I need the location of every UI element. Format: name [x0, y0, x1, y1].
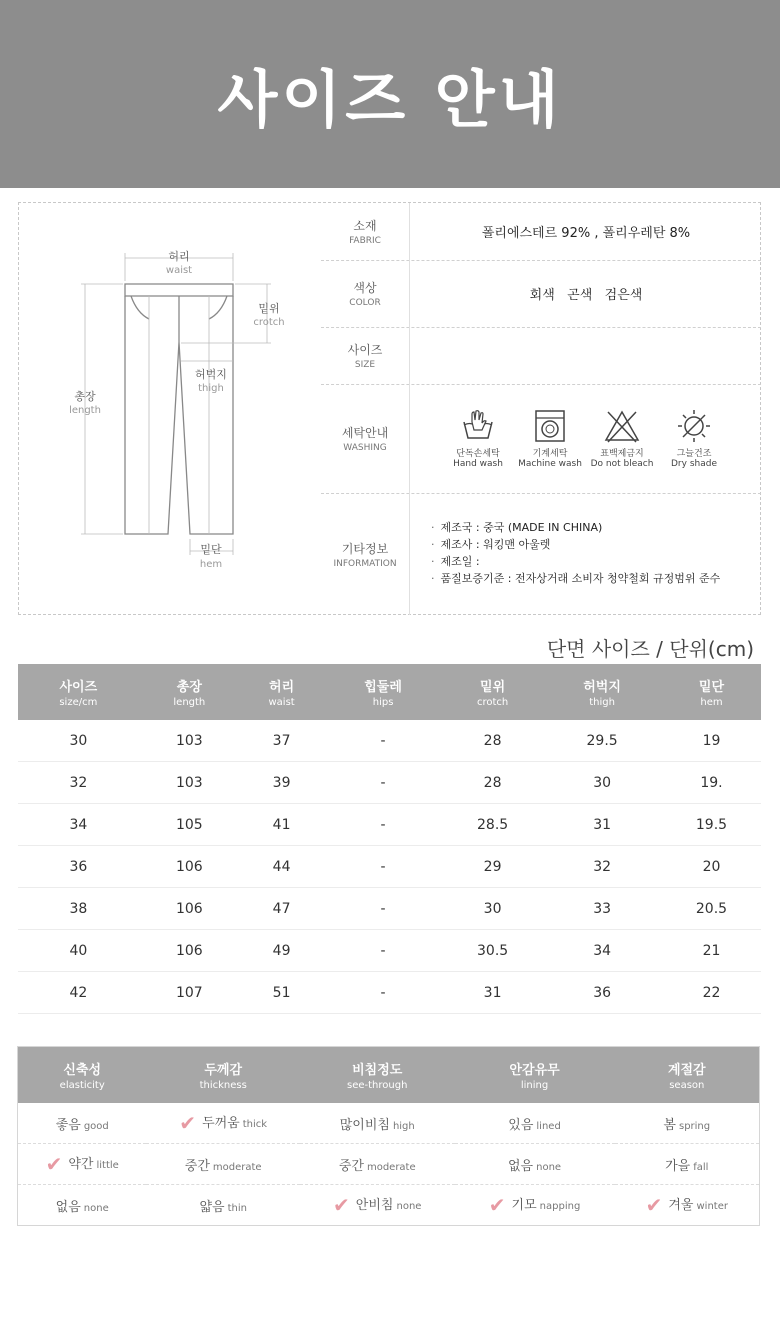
table-row: [18, 762, 761, 804]
washing-label-en: WASHING: [343, 443, 387, 453]
thigh-label-ko: 허벅지: [195, 368, 227, 381]
table-cell: 49: [240, 930, 323, 972]
wash-item-machine: 기계세탁 Machine wash: [519, 408, 581, 469]
table-cell: 21: [662, 930, 761, 972]
attribute-value: 봄: [663, 1117, 676, 1133]
attribute-cell: [615, 1144, 760, 1185]
etc-lines: [431, 519, 720, 587]
size-label: 사이즈: [347, 343, 383, 357]
attribute-cell: [455, 1103, 615, 1144]
attribute-value-en: winter: [696, 1201, 728, 1212]
table-cell: 44: [240, 846, 323, 888]
washing-icons: [447, 408, 725, 469]
etc-line: · 제조일 :: [431, 553, 720, 570]
etc-label: 기타정보: [341, 541, 389, 556]
table-cell: 39: [240, 762, 323, 804]
fabric-label: 소재: [353, 219, 377, 233]
table-cell: 106: [139, 888, 240, 930]
table-cell: 34: [18, 804, 139, 846]
table-cell: 20.5: [662, 888, 761, 930]
wash-item-dry-shade: 그늘건조 Dry shade: [663, 408, 725, 469]
attribute-value: 가을: [665, 1158, 691, 1174]
attribute-value-en: moderate: [366, 1161, 416, 1173]
pants-diagram: [19, 203, 319, 616]
table-cell: 28: [443, 720, 542, 762]
table-cell: 32: [18, 762, 139, 804]
size-label-en: SIZE: [354, 360, 376, 370]
attribute-cell: [615, 1103, 760, 1144]
attribute-value: 많이비침: [339, 1117, 390, 1133]
wash-item-no-bleach: 표백제금지 Do not bleach: [591, 408, 653, 469]
check-icon: ✔: [333, 1193, 350, 1217]
hem-label-en: hem: [199, 559, 223, 570]
table-row: [18, 846, 761, 888]
attribute-cell: [18, 1103, 147, 1144]
attribute-cell: [300, 1103, 455, 1144]
check-icon: ✔: [179, 1111, 197, 1135]
table-cell: 29.5: [542, 720, 662, 762]
no-bleach-icon: [604, 408, 640, 444]
attribute-cell: [18, 1185, 147, 1226]
pants-outline-icon: [19, 203, 319, 616]
attribute-value: 기모: [511, 1198, 537, 1213]
table-cell: 30: [443, 888, 542, 930]
table-cell: 22: [662, 972, 761, 1014]
color-label: 색상: [353, 281, 377, 295]
table-cell: 34: [542, 930, 662, 972]
page-title: 사이즈 안내: [217, 62, 563, 136]
washing-row: [321, 384, 761, 494]
hand-wash-icon: [460, 408, 496, 444]
size-row: [321, 327, 761, 385]
table-cell: 106: [139, 846, 240, 888]
table-cell: 31: [542, 804, 662, 846]
attribute-value: 안비침: [355, 1198, 394, 1213]
table-row: [18, 972, 761, 1014]
dry-shade-icon: [676, 408, 712, 444]
attribute-table-header: 신축성 elasticity 두께감 thickness 비침정도 see-through 안감유무 lining 계절감 season: [18, 1047, 760, 1104]
product-info-box: [18, 202, 761, 615]
thigh-label-en: thigh: [198, 383, 224, 394]
table-row: [18, 1185, 760, 1226]
table-cell: 51: [240, 972, 323, 1014]
attribute-value-en: moderate: [212, 1161, 262, 1173]
table-row: [18, 720, 761, 762]
attribute-value: 얇음: [199, 1199, 225, 1215]
size-table-header: 사이즈 size/cm 총장 length 허리 waist 힙둘레 hips 밑위 crotch 허벅지 thigh 밑단 hem: [18, 664, 761, 720]
size-table-title: 단면 사이즈 / 단위(cm): [546, 637, 754, 661]
fabric-row: [321, 203, 761, 261]
table-cell: 106: [139, 930, 240, 972]
attribute-value: 겨울: [668, 1198, 694, 1213]
attribute-value: 중간: [184, 1158, 210, 1174]
table-cell: 105: [139, 804, 240, 846]
color-label-en: COLOR: [349, 298, 381, 308]
attribute-cell: [146, 1103, 300, 1144]
table-cell: 19.: [662, 762, 761, 804]
table-cell: 40: [18, 930, 139, 972]
etc-line: · 제조국 : 중국 (MADE IN CHINA): [431, 519, 720, 536]
length-label-ko: 총장: [74, 390, 96, 403]
attribute-value-en: none: [83, 1202, 109, 1214]
table-cell: 37: [240, 720, 323, 762]
table-cell: 31: [443, 972, 542, 1014]
header-banner: [0, 0, 780, 188]
table-cell: 29: [443, 846, 542, 888]
table-cell: 33: [542, 888, 662, 930]
table-cell: -: [323, 804, 443, 846]
table-cell: -: [323, 846, 443, 888]
attribute-value: 두꺼움: [202, 1116, 240, 1131]
table-cell: -: [323, 720, 443, 762]
wash-item-hand: 단독손세탁 Hand wash: [447, 408, 509, 469]
etc-line: · 제조사 : 워킹맨 아울렛: [431, 536, 720, 553]
table-row: [18, 888, 761, 930]
attribute-cell: [300, 1185, 455, 1226]
etc-label-en: INFORMATION: [333, 558, 397, 569]
waist-label-ko: 허리: [168, 250, 190, 263]
table-cell: 19: [662, 720, 761, 762]
etc-row: [321, 493, 761, 615]
table-cell: -: [323, 930, 443, 972]
check-icon: ✔: [45, 1152, 63, 1176]
size-table: [18, 664, 761, 1014]
table-cell: 19.5: [662, 804, 761, 846]
attribute-value: 없음: [508, 1158, 534, 1174]
check-icon: ✔: [488, 1193, 506, 1217]
attribute-value-en: little: [96, 1160, 119, 1171]
table-cell: -: [323, 888, 443, 930]
table-cell: 30.5: [443, 930, 542, 972]
crotch-label-en: crotch: [253, 317, 285, 328]
attribute-value-en: thin: [227, 1202, 247, 1214]
attribute-value-en: fall: [693, 1161, 709, 1173]
etc-line: · 품질보증기준 : 전자상거래 소비자 청약철회 규정범위 준수: [431, 570, 720, 587]
crotch-label-ko: 밑위: [258, 302, 280, 315]
attribute-cell: [455, 1144, 615, 1185]
table-row: [18, 804, 761, 846]
table-cell: 20: [662, 846, 761, 888]
table-row: [18, 930, 761, 972]
table-cell: 28: [443, 762, 542, 804]
table-cell: 38: [18, 888, 139, 930]
attribute-value-en: high: [392, 1120, 415, 1132]
attribute-value-en: good: [83, 1120, 109, 1132]
attribute-value: 중간: [338, 1158, 364, 1174]
attribute-value: 약간: [68, 1157, 94, 1172]
attribute-value-en: none: [536, 1161, 562, 1173]
attribute-value: 있음: [508, 1117, 534, 1133]
table-cell: 103: [139, 762, 240, 804]
attribute-value-en: thick: [242, 1119, 268, 1130]
attribute-cell: [146, 1144, 300, 1185]
table-cell: 47: [240, 888, 323, 930]
washing-label: 세탁안내: [341, 426, 389, 440]
table-cell: 103: [139, 720, 240, 762]
table-row: [18, 1103, 760, 1144]
table-cell: 36: [542, 972, 662, 1014]
hem-label-ko: 밑단: [200, 543, 222, 556]
attribute-table: [17, 1046, 760, 1226]
table-cell: 32: [542, 846, 662, 888]
table-cell: 30: [542, 762, 662, 804]
check-icon: ✔: [645, 1193, 663, 1217]
attribute-cell: [300, 1144, 455, 1185]
table-cell: 36: [18, 846, 139, 888]
table-cell: -: [323, 972, 443, 1014]
attribute-value-en: lined: [536, 1120, 561, 1132]
size-value: [411, 327, 761, 384]
attribute-cell: [146, 1185, 300, 1226]
attribute-cell: [455, 1185, 615, 1226]
fabric-label-en: FABRIC: [349, 236, 381, 246]
attribute-cell: [18, 1144, 147, 1185]
color-row: [321, 260, 761, 328]
attribute-value: 좋음: [55, 1117, 81, 1133]
attribute-cell: [615, 1185, 760, 1226]
table-row: [18, 1144, 760, 1185]
color-value: 회색 곤색 검은색: [529, 288, 643, 303]
attribute-value-en: spring: [678, 1120, 711, 1132]
attribute-value: 없음: [55, 1199, 81, 1215]
fabric-value: 폴리에스테르 92% , 폴리우레탄 8%: [481, 226, 691, 241]
table-cell: 107: [139, 972, 240, 1014]
machine-wash-icon: [532, 408, 568, 444]
attribute-value-en: none: [396, 1201, 422, 1212]
length-label-en: length: [69, 405, 101, 416]
table-cell: 28.5: [443, 804, 542, 846]
waist-label-en: waist: [165, 265, 193, 276]
table-cell: 41: [240, 804, 323, 846]
attribute-value-en: napping: [539, 1201, 581, 1212]
table-cell: -: [323, 762, 443, 804]
table-cell: 42: [18, 972, 139, 1014]
table-cell: 30: [18, 720, 139, 762]
